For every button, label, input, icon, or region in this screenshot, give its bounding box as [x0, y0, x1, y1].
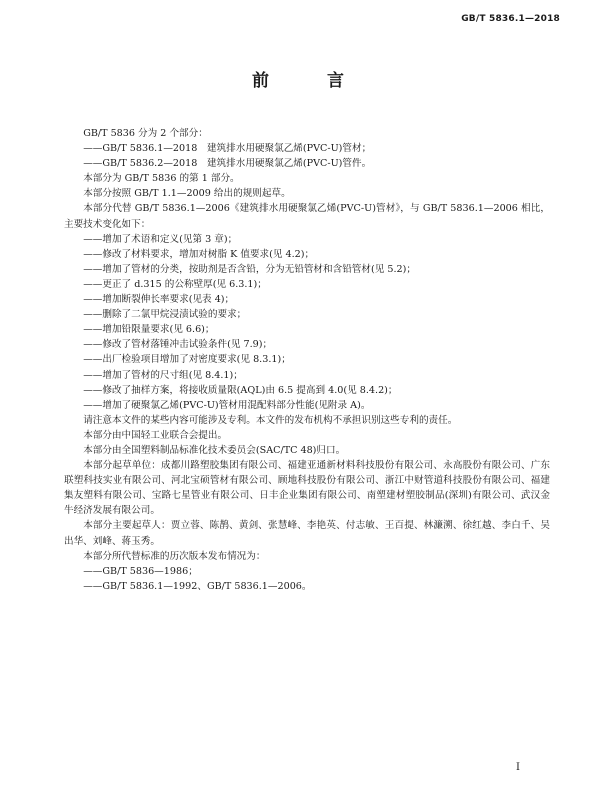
paragraph: 本部分为 GB/T 5836 的第 1 部分。: [83, 173, 240, 185]
paragraph: 本部分所代替标准的历次版本发布情况为：: [83, 550, 266, 562]
list-item: ——删除了二氯甲烷浸渍试验的要求；: [83, 309, 247, 321]
list-item: ——修改了管材落锤冲击试验条件(见 7.9)；: [83, 339, 273, 351]
paragraph: 本部分主要起草人：贾立蓉、陈鹊、黄剑、张慧峰、李艳英、付志敏、王百提、林濂溯、徐红越、李白千、吴出华、刘峰、蒋玉秀。: [64, 520, 550, 547]
paragraph: 本部分按照 GB/T 1.1—2009 给出的规则起草。: [83, 188, 291, 200]
list-item: ——GB/T 5836.1—1992、GB/T 5836.1—2006。: [83, 580, 312, 592]
foreword-body: [64, 126, 550, 594]
list-item: ——更正了 d.315 的公称壁厚(见 6.3.1)；: [83, 278, 267, 290]
paragraph: 本部分由全国塑料制品标准化技术委员会(SAC/TC 48)归口。: [83, 444, 346, 456]
paragraph: 本部分起草单位：成都川路塑胶集团有限公司、福建亚通新材料科技股份有限公司、永高股份有限公司、广东联塑科技实业有限公司、河北宝硕管材有限公司、顾地科技股份有限公司、浙江中财管道科技股份有限公司、福建集友塑料有限公司、宝路七星管业有限公司、日丰企业集团有限公司、南塑建材塑胶制品(深圳)有限公司、武汉金牛经济发展有限公司。: [64, 460, 550, 517]
paragraph: 本部分由中国轻工业联合会提出。: [83, 429, 228, 441]
list-item: ——增加断裂伸长率要求(见表 4)；: [83, 294, 235, 306]
paragraph: 本部分代替 GB/T 5836.1—2006《建筑排水用硬聚氯乙烯(PVC-U)管材》，与 GB/T 5836.1—2006 相比，主要技术变化如下：: [64, 203, 550, 230]
paragraph: ——GB/T 5836.1—2018 建筑排水用硬聚氯乙烯(PVC-U)管材；: [83, 143, 372, 155]
list-item: ——出厂检验项目增加了对密度要求(见 8.3.1)；: [83, 354, 291, 366]
list-item: ——增加了管材的分类，按助剂是否含铅，分为无铅管材和含铅管材(见 5.2)；: [83, 263, 416, 275]
list-item: ——修改了抽样方案，将接收质量限(AQL)由 6.5 提高到 4.0(见 8.4.2)；: [83, 384, 398, 396]
list-item: ——增加了硬聚氯乙烯(PVC-U)管材用混配料部分性能(见附录 A)。: [83, 399, 371, 411]
page-number: I: [516, 762, 520, 773]
standard-code-header: GB/T 5836.1—2018: [461, 14, 560, 24]
paragraph: ——GB/T 5836.2—2018 建筑排水用硬聚氯乙烯(PVC-U)管件。: [83, 158, 372, 170]
page-title: 前 言: [252, 71, 370, 91]
list-item: ——增加铅限量要求(见 6.6)；: [83, 324, 215, 336]
list-item: ——修改了材料要求，增加对树脂 K 值要求(见 4.2)；: [83, 248, 315, 260]
list-item: ——增加了术语和定义(见第 3 章)；: [83, 233, 238, 245]
list-item: ——增加了管材的尺寸组(见 8.4.1)；: [83, 369, 243, 381]
paragraph: GB/T 5836 分为 2 个部分：: [83, 128, 208, 139]
paragraph: 请注意本文件的某些内容可能涉及专利。本文件的发布机构不承担识别这些专利的责任。: [83, 414, 458, 426]
list-item: ——GB/T 5836—1986；: [83, 565, 198, 577]
